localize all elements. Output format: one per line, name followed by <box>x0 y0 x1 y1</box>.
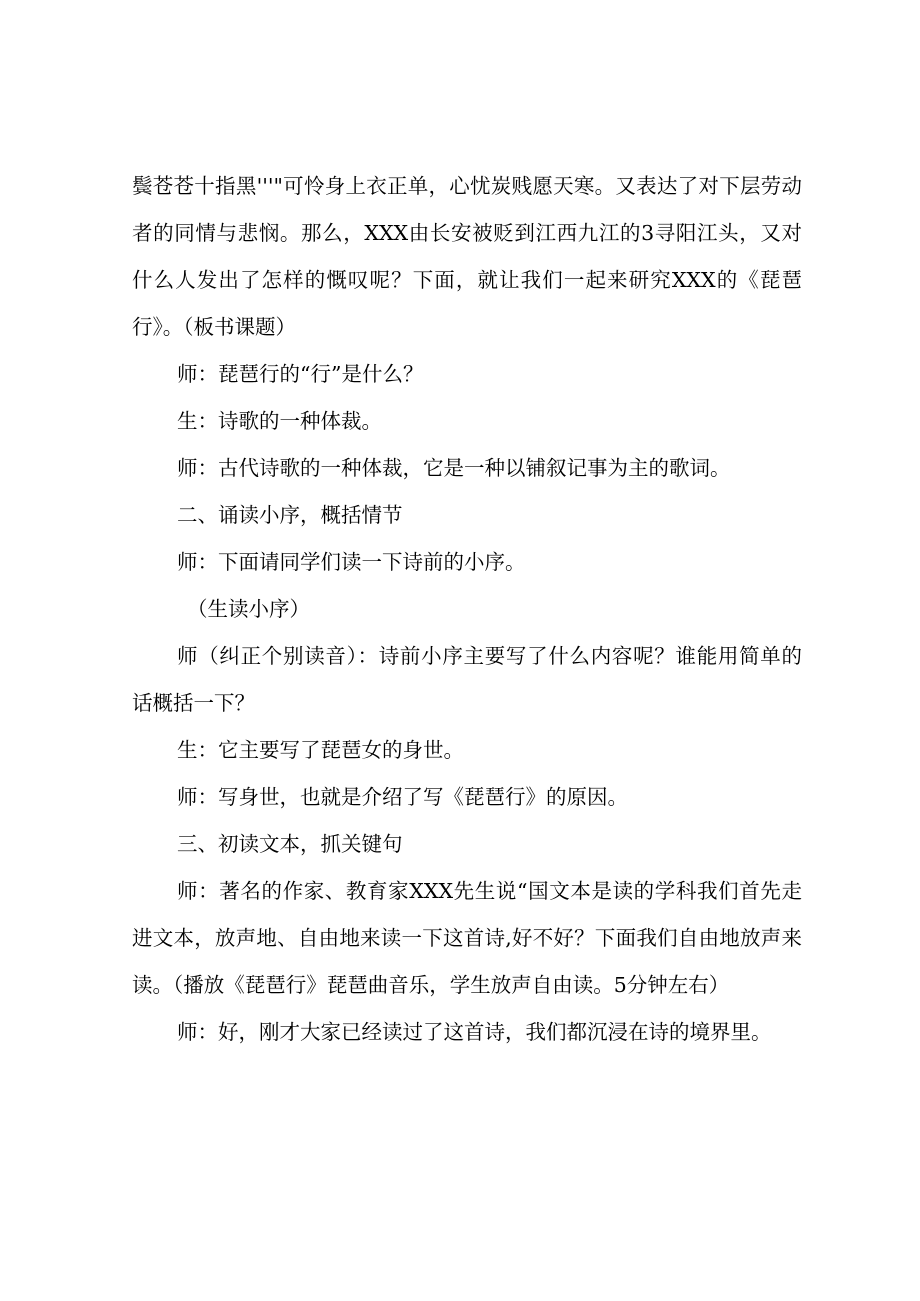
paragraph-teacher-instruction: 师：下面请同学们读一下诗前的小序。 <box>177 550 526 574</box>
paragraph-teacher-question: 师：琵琶行的“行”是什么？ <box>177 362 424 386</box>
paragraph-continuation: 鬓苍苍十指黑'''"可怜身上衣正单，心忧炭贱愿天寒。又表达了对下层劳动者的同情与悲悯。那么，XXX由长安被贬到江西九江的3寻阳江头，又对什么人发出了怎样的慨叹呢？下面，就让我们一起来研究XXX的《琵琶行》。（板书课题） <box>132 174 802 339</box>
paragraph-teacher-reason: 师：写身世，也就是介绍了写《琵琶行》的原因。 <box>177 785 628 809</box>
section-heading-3: 三、初读文本，抓关键句 <box>177 832 403 856</box>
section-heading-2: 二、诵读小序，概括情节 <box>177 503 403 527</box>
paragraph-teacher-closing: 师：好，刚才大家已经读过了这首诗，我们都沉浸在诗的境界里。 <box>177 1020 772 1044</box>
paragraph-stage-direction: （生读小序） <box>187 597 310 621</box>
paragraph-teacher-reading: 师：著名的作家、教育家XXX先生说“国文本是读的学科我们首先走进文本，放声地、自由地来读一下这首诗,好不好？下面我们自由地放声来读。（播放《琵琶行》琵琶曲音乐，学生放声自由读。5分钟左右） <box>132 879 802 997</box>
paragraph-teacher-summary-question: 师（纠正个别读音）：诗前小序主要写了什么内容呢？谁能用简单的话概括一下？ <box>132 644 802 715</box>
paragraph-student-summary: 生：它主要写了琵琶女的身世。 <box>177 738 464 762</box>
paragraph-student-answer: 生：诗歌的一种体裁。 <box>177 409 382 433</box>
paragraph-teacher-explain: 师：古代诗歌的一种体裁，它是一种以铺叙记事为主的歌词。 <box>177 456 731 480</box>
document-body <box>132 163 802 1056</box>
